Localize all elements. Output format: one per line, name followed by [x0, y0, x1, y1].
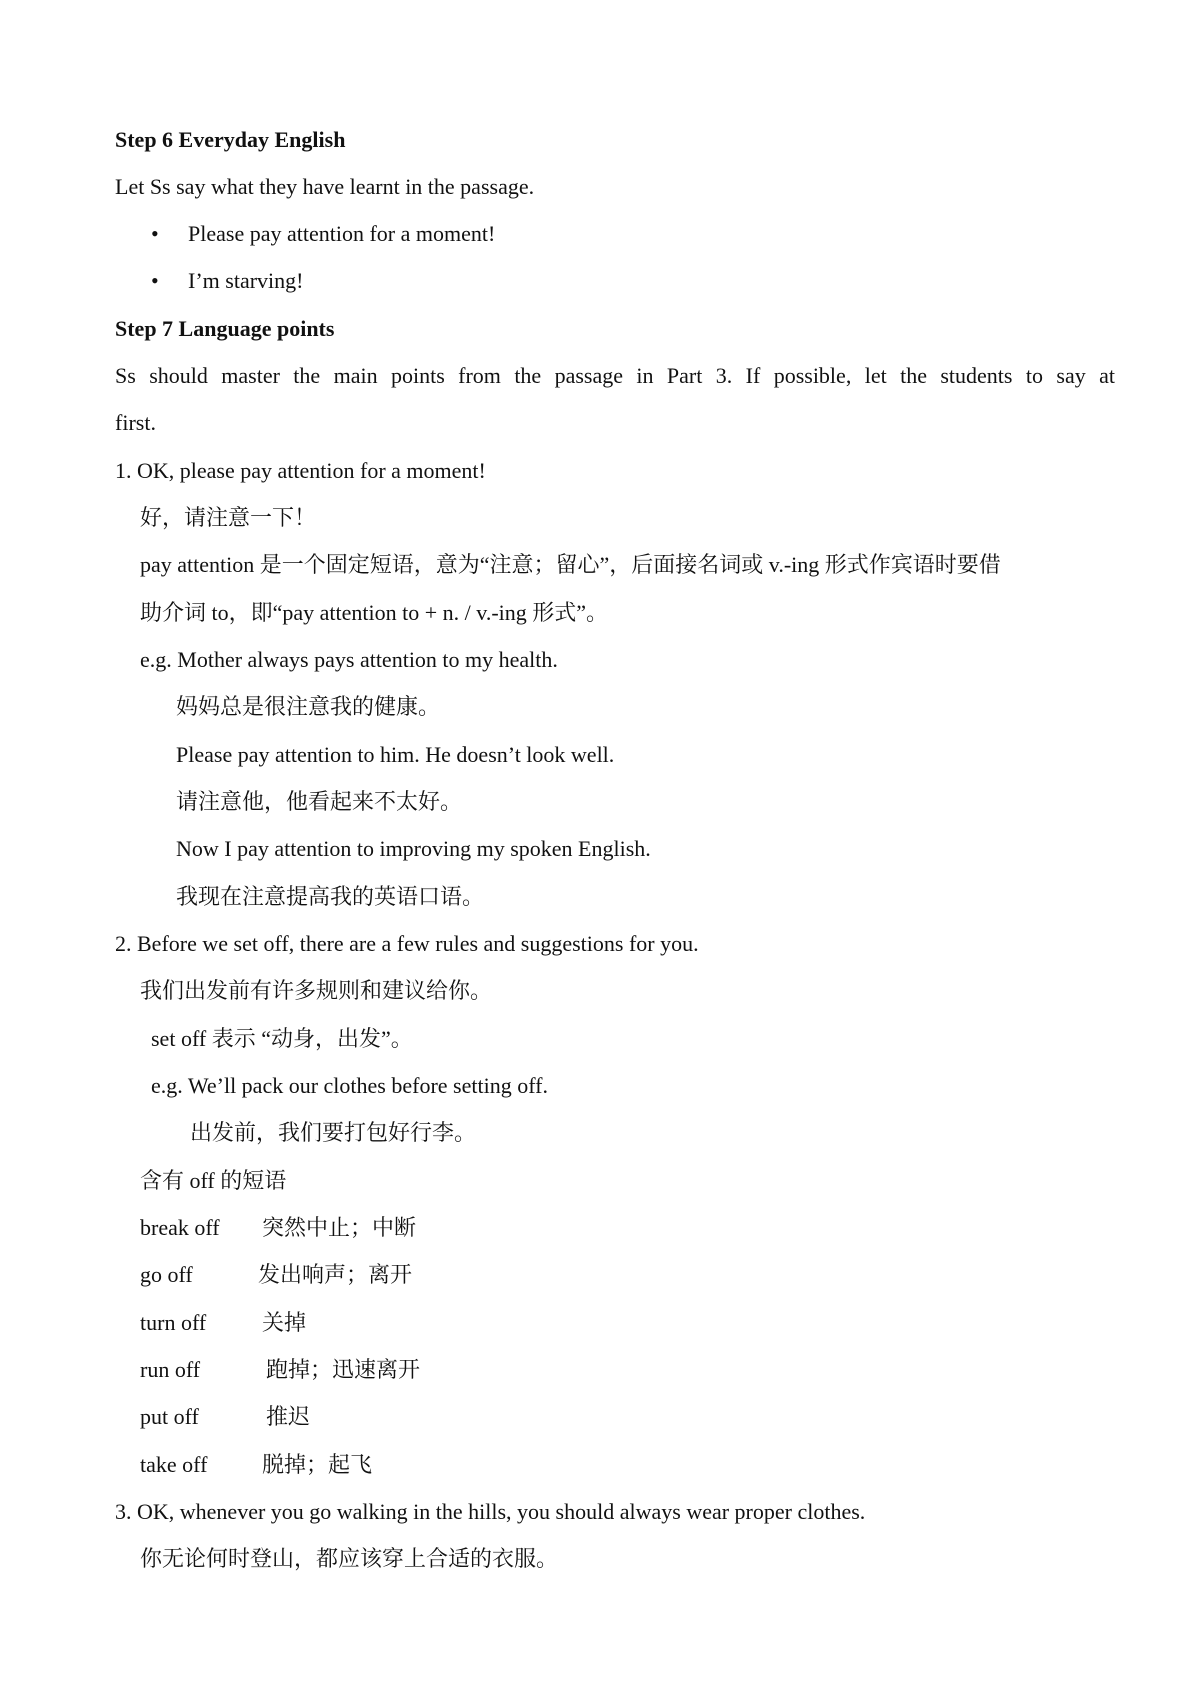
- phrase-zh: 跑掉；迅速离开: [266, 1357, 421, 1382]
- example-en: e.g. Mother always pays attention to my health.: [140, 647, 558, 672]
- phrase-zh: 关掉: [262, 1310, 307, 1335]
- step7-intro-line1: Ss should master the main points from the passage in Part 3. If possible, let the students to say at: [115, 363, 1115, 388]
- example-zh: 妈妈总是很注意我的健康。: [176, 694, 441, 719]
- phrases-title: 含有 off 的短语: [140, 1168, 287, 1193]
- phrase-en: put off: [140, 1404, 199, 1429]
- point2-sentence: 2. Before we set off, there are a few rules and suggestions for you.: [115, 931, 699, 956]
- step6-heading: Step 6 Everyday English: [115, 127, 346, 152]
- example-zh: 我现在注意提高我的英语口语。: [176, 884, 485, 909]
- point1-explain-line1: pay attention 是一个固定短语，意为“注意；留心”，后面接名词或 v.-ing 形式作宾语时要借: [140, 552, 1001, 577]
- point1-explain-line2: 助介词 to，即“pay attention to + n. / v.-ing 形式”。: [140, 600, 609, 625]
- bullet-item: I’m starving!: [188, 268, 304, 293]
- bullet-item: Please pay attention for a moment!: [188, 221, 496, 246]
- phrase-en: run off: [140, 1357, 201, 1382]
- step6-intro: Let Ss say what they have learnt in the passage.: [115, 174, 535, 199]
- step7-intro-line2: first.: [115, 410, 156, 435]
- phrase-zh: 突然中止；中断: [262, 1215, 417, 1240]
- step7-heading: Step 7 Language points: [115, 316, 335, 341]
- phrase-en: take off: [140, 1452, 208, 1477]
- example-en: Now I pay attention to improving my spoken English.: [176, 836, 651, 861]
- example-zh: 请注意他，他看起来不太好。: [176, 789, 463, 814]
- phrase-zh: 推迟: [266, 1404, 311, 1429]
- point1-translation: 好，请注意一下！: [140, 505, 317, 530]
- phrase-zh: 脱掉；起飞: [262, 1452, 373, 1477]
- point2-translation: 我们出发前有许多规则和建议给你。: [140, 978, 493, 1003]
- point3-sentence: 3. OK, whenever you go walking in the hills, you should always wear proper clothes.: [115, 1499, 866, 1524]
- point2-explain: set off 表示 “动身，出发”。: [151, 1026, 413, 1051]
- bullet-dot: •: [151, 268, 159, 293]
- bullet-dot: •: [151, 221, 159, 246]
- example-en: Please pay attention to him. He doesn’t look well.: [176, 742, 615, 767]
- phrase-zh: 发出响声；离开: [258, 1262, 413, 1287]
- point1-sentence: 1. OK, please pay attention for a moment!: [115, 458, 486, 483]
- phrase-en: go off: [140, 1262, 193, 1287]
- phrase-en: break off: [140, 1215, 220, 1240]
- point2-example-zh: 出发前，我们要打包好行李。: [190, 1120, 477, 1145]
- point2-example-en: e.g. We’ll pack our clothes before setting off.: [151, 1073, 548, 1098]
- point3-translation: 你无论何时登山，都应该穿上合适的衣服。: [140, 1546, 559, 1571]
- phrase-en: turn off: [140, 1310, 207, 1335]
